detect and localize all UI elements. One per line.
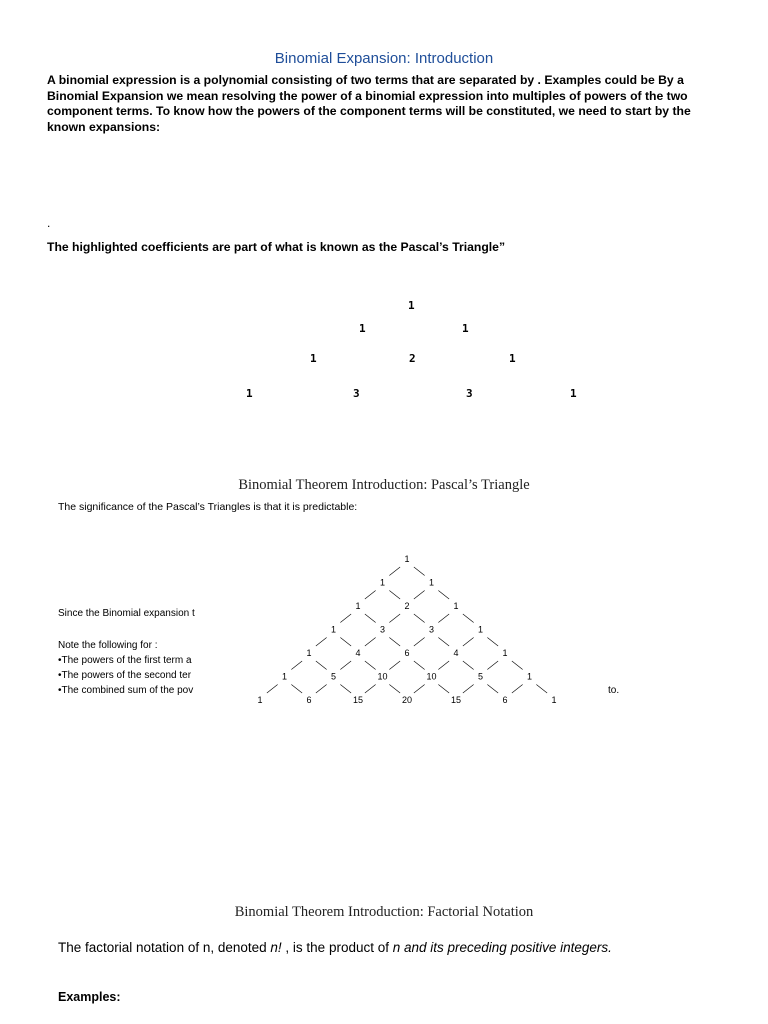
pascal-coef: 6 <box>306 695 312 705</box>
page-title: Binomial Expansion: Introduction <box>274 50 494 67</box>
pascal-connector <box>389 567 400 576</box>
pascal-small-coef: 1 <box>462 322 469 335</box>
pascal-coef: 1 <box>355 601 361 611</box>
pascal-connector <box>463 661 474 670</box>
pascal-connector <box>365 685 376 694</box>
pascal-coef: 5 <box>330 671 337 682</box>
pascal-small-coef: 1 <box>310 352 317 365</box>
pascal-connector <box>414 685 425 694</box>
pascal-coef: 1 <box>257 695 263 705</box>
pascal-coef: 3 <box>428 624 435 635</box>
pascal-connector <box>389 591 400 600</box>
pascal-connector <box>316 661 327 670</box>
pascal-connector <box>463 685 474 694</box>
pascal-small-coef: 1 <box>359 322 366 335</box>
pascal-connector <box>463 614 474 623</box>
stray-period: . <box>47 216 51 230</box>
pascal-connector <box>512 685 523 694</box>
note-since: Since the Binomial expansion t <box>58 608 195 619</box>
pascal-connector <box>291 661 302 670</box>
pascal-small-coef: 1 <box>570 387 577 400</box>
pascal-connector <box>389 614 400 623</box>
pascal-coef: 1 <box>551 695 557 705</box>
factorial-text: , is the product of <box>285 940 393 955</box>
pascal-connector <box>365 661 376 670</box>
pascal-small-coef: 3 <box>466 387 473 400</box>
pascal-coef: 6 <box>502 695 508 705</box>
pascal-connector <box>487 638 498 647</box>
pascal-coef: 1 <box>428 577 435 588</box>
pascal-connector <box>438 685 449 694</box>
note-bullet: •The combined sum of the pov <box>58 685 194 696</box>
pascal-connector <box>340 638 351 647</box>
pascal-connector <box>389 638 400 647</box>
pascal-connector <box>438 614 449 623</box>
pascal-coef: 4 <box>453 648 459 658</box>
pascal-connector <box>267 685 278 694</box>
pascal-small-coef: 2 <box>409 352 416 365</box>
pascal-coef: 15 <box>352 695 364 705</box>
pascal-coef: 1 <box>404 554 410 564</box>
pascal-coef: 1 <box>502 648 508 658</box>
pascal-connector <box>291 685 302 694</box>
pascal-coef: 5 <box>477 671 484 682</box>
examples-label: Examples: <box>58 990 121 1004</box>
intro-paragraph: A binomial expression is a polynomial consisting of two terms that are separated by . Examples could be By a Binomial Expansion we mean resolving the power of a binomial expression into multiples of powers of the two component terms. To know how the powers of the component terms will be constituted, we need to start by the known expansions: <box>47 73 691 134</box>
pascal-connector <box>414 591 425 600</box>
note-tail: to. <box>608 685 620 696</box>
pascal-connector <box>389 685 400 694</box>
pascal-coef: 1 <box>379 577 386 588</box>
pascal-connector <box>463 638 474 647</box>
pascal-coef: 3 <box>379 624 386 635</box>
section-title-factorial: Binomial Theorem Introduction: Factorial Notation <box>234 904 534 920</box>
pascal-connector <box>414 638 425 647</box>
factorial-symbol: n! <box>270 940 286 955</box>
highlight-sentence: The highlighted coefficients are part of what is known as the Pascal’s Triangle” <box>47 240 506 254</box>
pascal-connector <box>340 685 351 694</box>
pascal-coef: 6 <box>404 648 410 658</box>
pascal-connector <box>365 591 376 600</box>
pascal-small-coef: 1 <box>246 387 253 400</box>
pascal-connector <box>365 638 376 647</box>
pascal-coef: 15 <box>450 695 462 705</box>
pascal-connector <box>512 661 523 670</box>
pascal-coef: 4 <box>355 648 361 658</box>
pascal-small-coef: 1 <box>509 352 516 365</box>
pascal-coef: 1 <box>453 601 459 611</box>
pascal-connector <box>316 685 327 694</box>
pascal-small-coef: 3 <box>353 387 360 400</box>
factorial-sentence <box>58 940 612 955</box>
pascal-coef: 2 <box>404 601 410 611</box>
pascal-coef: 1 <box>330 624 337 635</box>
pascal-coef: 10 <box>377 671 388 682</box>
pascal-coef: 1 <box>477 624 484 635</box>
section-title-pascal: Binomial Theorem Introduction: Pascal’s Triangle <box>238 477 530 493</box>
pascal-connector <box>414 661 425 670</box>
pascal-coef: 1 <box>526 671 533 682</box>
pascal-connector <box>389 661 400 670</box>
pascal-connector <box>340 614 351 623</box>
pascal-coef: 1 <box>306 648 312 658</box>
pascal-connector <box>340 661 351 670</box>
factorial-text: The factorial notation of n, denoted <box>58 940 271 955</box>
note-heading: Note the following for : <box>58 640 158 651</box>
factorial-text-italic: n and its preceding positive integers. <box>392 940 612 955</box>
pascal-coef: 20 <box>401 695 413 705</box>
pascal-small-coef: 1 <box>408 299 415 312</box>
pascal-connector <box>365 614 376 623</box>
pascal-connector <box>438 638 449 647</box>
pascal-connector <box>414 614 425 623</box>
pascal-connector <box>536 685 547 694</box>
significance-text: The significance of the Pascal’s Triangles is that it is predictable: <box>58 501 358 513</box>
pascal-connector <box>438 661 449 670</box>
note-bullet: •The powers of the second ter <box>58 670 192 681</box>
pascal-connector <box>316 638 327 647</box>
pascal-connector <box>414 567 425 576</box>
pascal-connector <box>487 685 498 694</box>
pascal-connector <box>487 661 498 670</box>
pascal-connector <box>438 591 449 600</box>
pascal-coef: 1 <box>281 671 288 682</box>
note-bullet: •The powers of the first term a <box>58 655 192 666</box>
pascal-coef: 10 <box>426 671 437 682</box>
